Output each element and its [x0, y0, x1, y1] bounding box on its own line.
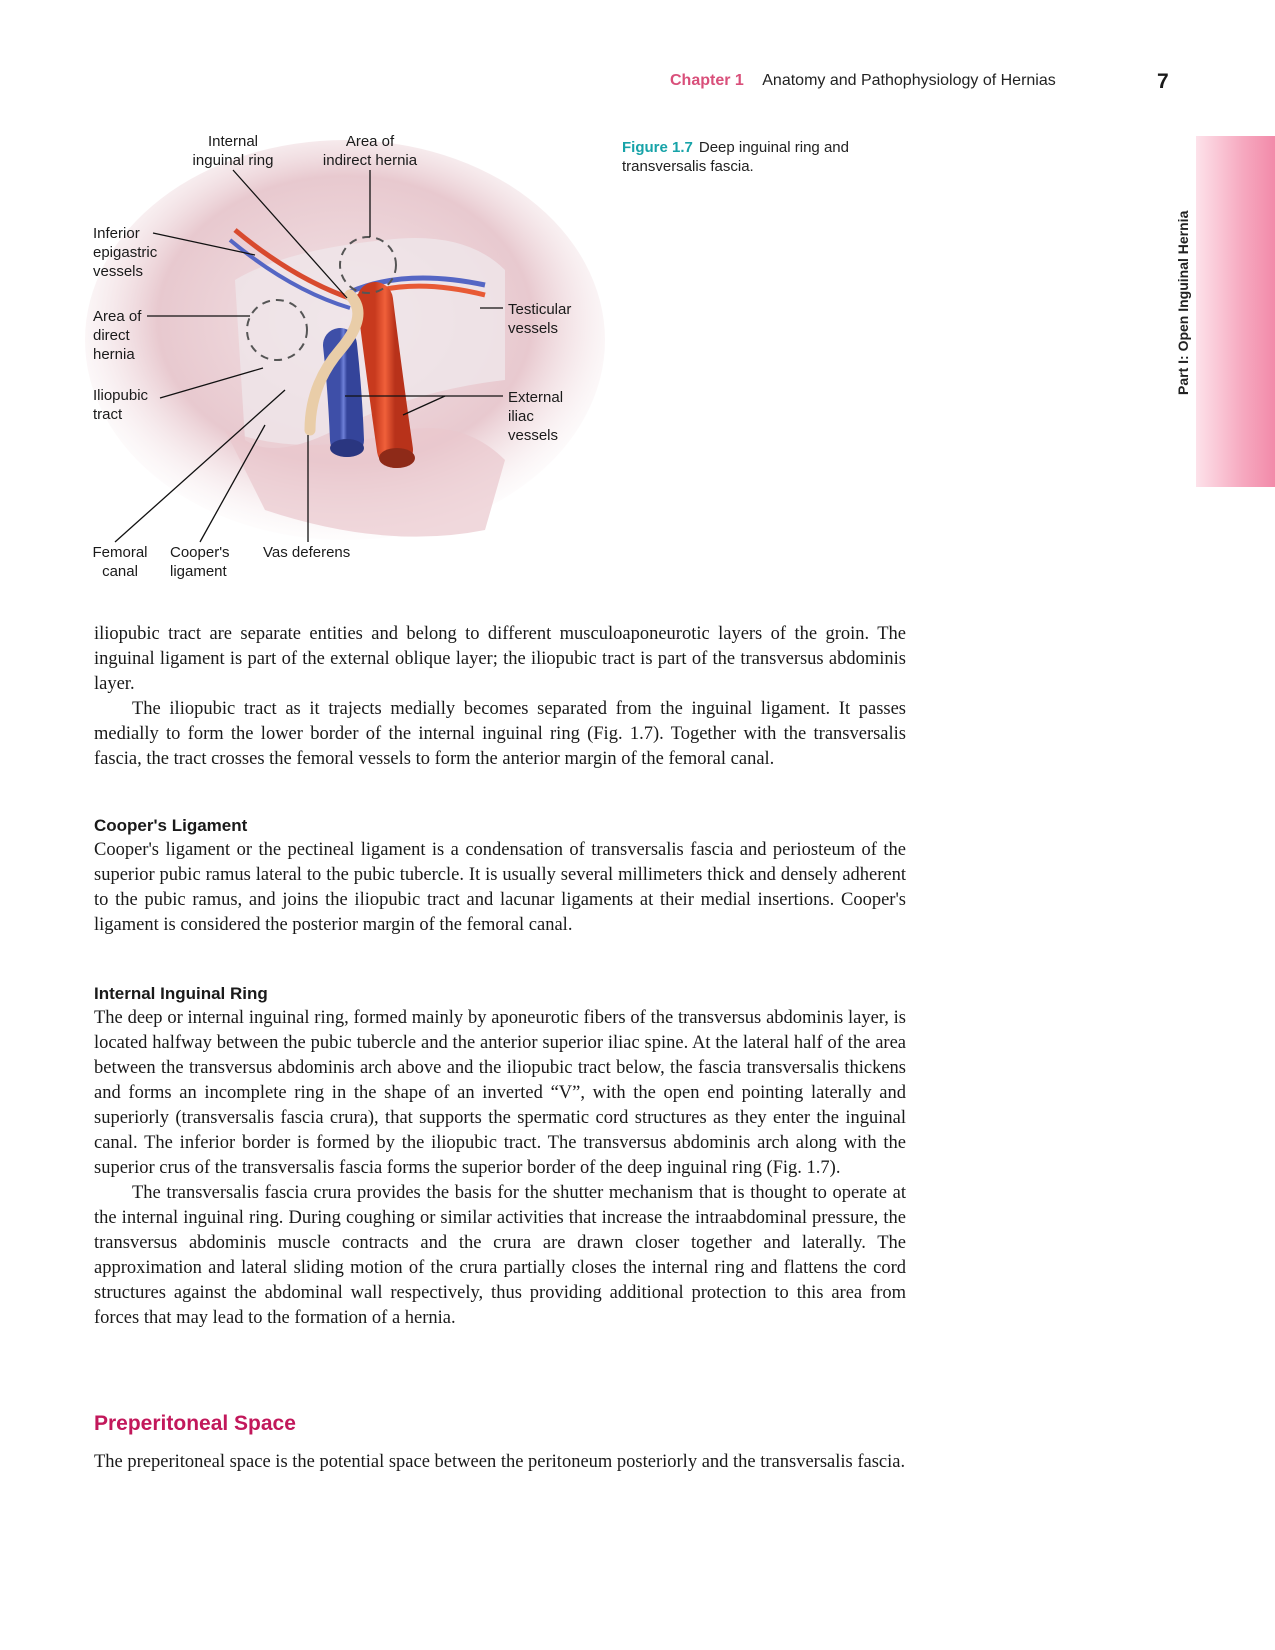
label-indirect-area — [310, 132, 430, 170]
external-iliac-vein — [340, 345, 347, 440]
anatomy-figure — [85, 130, 605, 610]
label-line: hernia — [93, 346, 135, 363]
label-line: Testicular — [508, 301, 572, 318]
label-testicular — [508, 300, 571, 338]
label-line: Area of — [93, 308, 142, 325]
label-internal-ring — [183, 132, 283, 170]
body-block-coopers — [94, 838, 906, 938]
label-line: Inferior — [93, 225, 140, 242]
subheading-coopers: Cooper's Ligament — [94, 816, 248, 835]
body-block-internal-ring — [94, 1006, 906, 1331]
chapter-label: Chapter 1 — [670, 72, 744, 89]
anatomy-illustration — [85, 130, 605, 610]
label-line: indirect hernia — [322, 152, 418, 169]
label-line: iliac — [508, 408, 534, 425]
subheading-internal-ring: Internal Inguinal Ring — [94, 984, 268, 1003]
label-line: epigastric — [93, 244, 158, 261]
label-external-iliac — [508, 388, 563, 445]
label-line: Area of — [345, 133, 395, 150]
paragraph: The transversalis fascia crura provides the basis for the shutter mechanism that is thought to operate at the internal inguinal ring. During coughing or similar activities that increase the intraabdominal pressure, the transversus abdominis muscle contracts and the crura are drawn closer together and laterally. The approximation and lateral sliding motion of the crura partially closes the internal ring and flattens the cord structures against the abdominal wall respectively, thus providing additional protection to this area from forces that may lead to the formation of a hernia. — [94, 1183, 906, 1328]
figure-caption-text: Deep inguinal ring and transversalis fascia. — [622, 139, 849, 175]
label-line: direct — [93, 327, 130, 344]
label-line: vessels — [508, 320, 559, 337]
page-number: 7 — [1157, 70, 1169, 93]
section-side-tab — [1196, 136, 1275, 487]
label-direct-area — [93, 307, 141, 364]
external-iliac-artery — [375, 300, 395, 450]
label-line: vessels — [93, 263, 144, 280]
label-line: inguinal ring — [192, 152, 274, 169]
figure-caption — [622, 138, 922, 176]
paragraph: The iliopubic tract as it trajects medially becomes separated from the inguinal ligament. It passes medially to form the lower border of the internal inguinal ring (Fig. 1.7). Together with the transversalis fascia, the tract crosses the femoral vessels to form the anterior margin of the femoral canal. — [94, 699, 906, 769]
label-femoral-canal — [85, 543, 155, 581]
paragraph: iliopubic tract are separate entities and belong to different musculoaponeurotic layers of the groin. The inguinal ligament is part of the external oblique layer; the iliopubic tract is part of the transversus abdominis layer. — [94, 624, 906, 694]
label-coopers — [170, 543, 230, 581]
vein-lumen — [330, 439, 364, 457]
paragraph: Cooper's ligament or the pectineal ligament is a condensation of transversalis fascia and periosteum of the superior pubic ramus lateral to the pubic tubercle. It is usually several millimeters thick and densely adherent to the pubic ramus, and joins the iliopubic tract and lacunar ligaments at their medial insertions. Cooper's ligament is considered the posterior margin of the femoral canal. — [94, 840, 906, 935]
label-vas-deferens: Vas deferens — [263, 544, 351, 561]
body-block-preperitoneal — [94, 1450, 906, 1475]
label-line: canal — [102, 563, 138, 580]
paragraph: The deep or internal inguinal ring, formed mainly by aponeurotic fibers of the transversus abdominis layer, is located halfway between the pubic tubercle and the anterior superior iliac spine. At the lateral half of the area between the transversus abdominis arch above and the iliopubic tract below, the fascia transversalis thickens and forms an incomplete ring in the shape of an inverted “V”, with the open end pointing laterally and superiorly (transversalis fascia crura), that supports the spermatic cord structures as they enter the inguinal canal. The inferior border is formed by the iliopubic tract. The transversus abdominis arch along with the superior crus of the transversalis fascia forms the superior border of the deep inguinal ring (Fig. 1.7). — [94, 1008, 906, 1178]
side-tab-label: Part I: Open Inguinal Hernia — [1175, 210, 1191, 395]
artery-lumen — [379, 448, 415, 468]
label-iliopubic — [93, 386, 148, 424]
label-line: Cooper's — [170, 544, 230, 561]
section-heading-preperitoneal: Preperitoneal Space — [94, 1412, 296, 1435]
label-line: tract — [93, 406, 123, 423]
label-inferior-epigastric — [93, 224, 157, 281]
paragraph: The preperitoneal space is the potential space between the peritoneum posteriorly and the transversalis fascia. — [94, 1452, 906, 1472]
chapter-title: Anatomy and Pathophysiology of Hernias — [762, 72, 1056, 89]
body-block-1 — [94, 622, 906, 772]
figure-label: Figure 1.7 — [622, 139, 693, 156]
label-line: External — [508, 389, 564, 406]
label-line: ligament — [170, 563, 227, 580]
label-line: Femoral — [92, 544, 148, 561]
label-line: vessels — [508, 427, 559, 444]
running-header — [670, 72, 1170, 96]
label-line: Iliopubic — [93, 387, 149, 404]
label-line: Internal — [207, 133, 259, 150]
